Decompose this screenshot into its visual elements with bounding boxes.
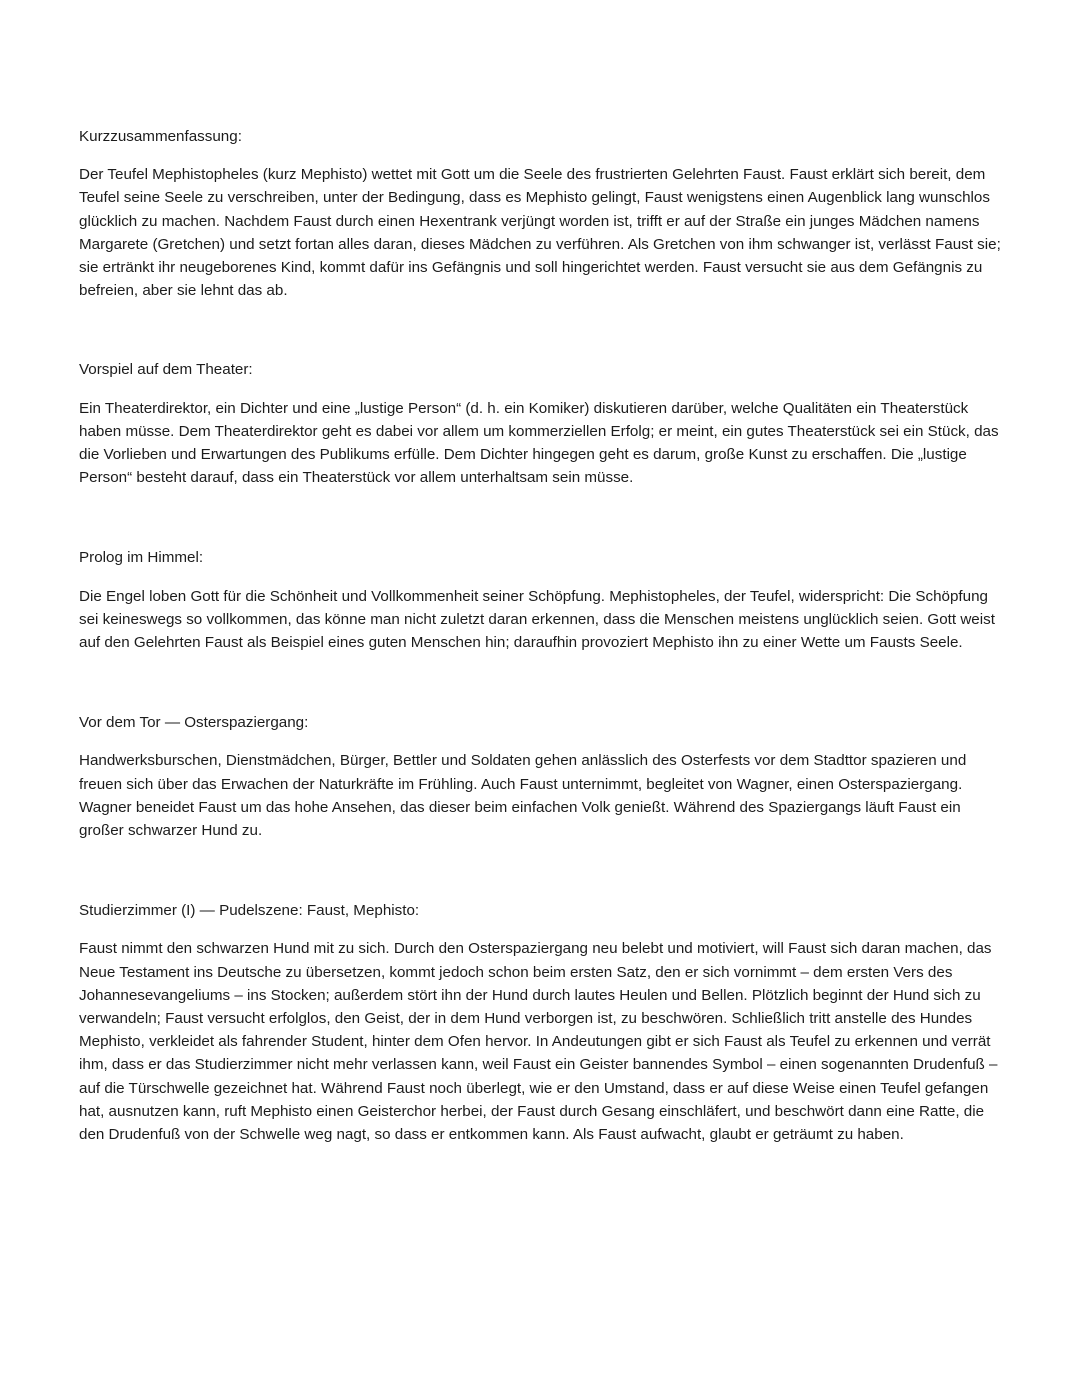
section-kurzzusammenfassung [79, 125, 1004, 302]
section-paragraph: Faust nimmt den schwarzen Hund mit zu sich. Durch den Osterspaziergang neu belebt und motiviert, will Faust sich daran machen, das Neue Testament ins Deutsche zu übersetzen, kommt jedoch schon beim ersten Satz, den er sich vornimmt – dem ersten Vers des Johannesevangeliums – ins Stocken; außerdem stört ihn der Hund durch lautes Heulen und Bellen. Plötzlich beginnt der Hund sich zu verwandeln; Faust versucht erfolglos, den Geist, der in dem Hund verborgen ist, zu beschwören. Schließlich tritt anstelle des Hundes Mephisto, verkleidet als fahrender Student, hinter dem Ofen hervor. In Andeutungen gibt er sich Faust als Teufel zu erkennen und verrät ihm, dass er das Studierzimmer nicht mehr verlassen kann, weil Faust ein Geister bannendes Symbol – einen sogenannten Drudenfuß – auf die Türschwelle gezeichnet hat. Während Faust noch überlegt, wie er den Umstand, dass er auf diese Weise einen Teufel gefangen hat, ausnutzen kann, ruft Mephisto einen Geisterchor herbei, der Faust durch Gesang einschläfert, und beschwört dann eine Ratte, die den Drudenfuß von der Schwelle weg nagt, so dass er entkommen kann. Als Faust aufwacht, glaubt er geträumt zu haben. [79, 940, 998, 1144]
section-paragraph: Die Engel loben Gott für die Schönheit und Vollkommenheit seiner Schöpfung. Mephistopheles, der Teufel, widerspricht: Die Schöpfung sei keineswegs so vollkommen, das könne man nicht zuletzt daran erkennen, dass die Menschen meistens unglücklich seien. Gott weist auf den Gelehrten Faust als Beispiel eines guten Menschen hin; daraufhin provoziert Mephisto ihn zu einer Wette um Fausts Seele. [79, 587, 995, 652]
section-paragraph: Handwerksburschen, Dienstmädchen, Bürger, Bettler und Soldaten gehen anlässlich des Osterfests vor dem Stadttor spazieren und freuen sich über das Erwachen der Naturkräfte im Frühling. Auch Faust unternimmt, begleitet von Wagner, einen Osterspaziergang. Wagner beneidet Faust um das hohe Ansehen, das dieser beim einfachen Volk genießt. Während des Spaziergangs läuft Faust ein großer schwarzer Hund zu. [79, 752, 967, 840]
section-prolog [79, 546, 1004, 654]
section-paragraph: Der Teufel Mephistopheles (kurz Mephisto) wettet mit Gott um die Seele des frustrierten Gelehrten Faust. Faust erklärt sich bereit, dem Teufel seine Seele zu verschreiben, unter der Bedingung, dass es Mephisto gelingt, Faust wenigstens einen Augenblick lang wunschlos glücklich zu machen. Nachdem Faust durch einen Hexentrank verjüngt worden ist, trifft er auf der Straße ein junges Mädchen namens Margarete (Gretchen) und setzt fortan alles daran, dieses Mädchen zu verführen. Als Gretchen von ihm schwanger ist, verlässt Faust sie; sie ertränkt ihr neugeborenes Kind, kommt dafür ins Gefängnis und soll hingerichtet werden. Faust versucht sie aus dem Gefängnis zu befreien, aber sie lehnt das ab. [79, 166, 1001, 300]
section-heading: Vor dem Tor — Osterspaziergang: [79, 714, 309, 732]
section-heading: Prolog im Himmel: [79, 549, 204, 567]
section-heading: Vorspiel auf dem Theater: [79, 361, 253, 379]
document-page [79, 125, 1004, 1146]
section-vorspiel [79, 358, 1004, 489]
section-studierzimmer [79, 899, 1004, 1146]
section-paragraph: Ein Theaterdirektor, ein Dichter und eine „lustige Person“ (d. h. ein Komiker) diskutieren darüber, welche Qualitäten ein Theaterstück haben müsse. Dem Theaterdirektor geht es dabei vor allem um kommerziellen Erfolg; er meint, ein gutes Theaterstück sei ein Stück, das die Vorlieben und Erwartungen des Publikums erfülle. Dem Dichter hingegen geht es darum, große Kunst zu erschaffen. Die „lustige Person“ besteht darauf, dass ein Theaterstück vor allem unterhaltsam sein müsse. [79, 399, 999, 487]
section-osterspaziergang [79, 711, 1004, 842]
section-heading: Studierzimmer (I) — Pudelszene: Faust, Mephisto: [79, 902, 420, 920]
section-heading: Kurzzusammenfassung: [79, 128, 242, 145]
